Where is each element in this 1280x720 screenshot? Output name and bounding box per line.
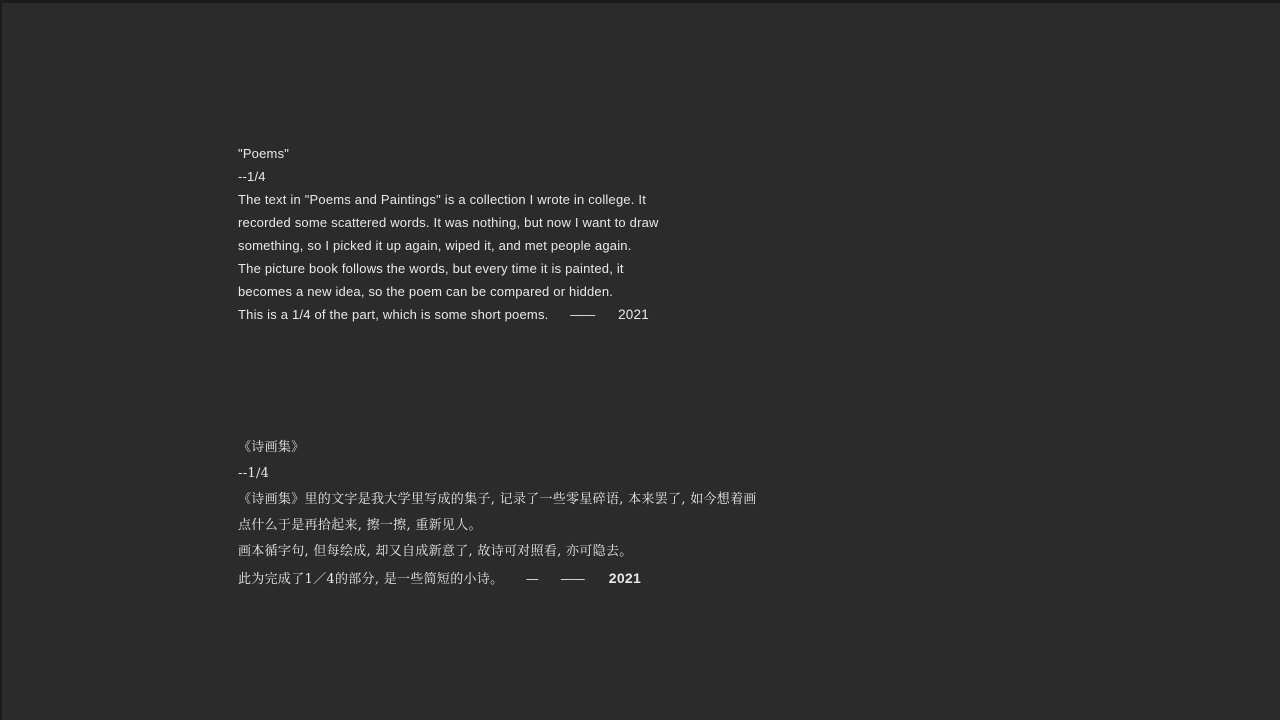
english-em-dash: —— [570, 307, 595, 322]
english-body-line: The text in "Poems and Paintings" is a collection I wrote in college. It [238, 192, 647, 207]
chinese-em-dash-long: —— [560, 572, 585, 587]
chinese-title: 《诗画集》 [238, 440, 305, 455]
english-intro-block [238, 142, 659, 326]
chinese-intro-block [238, 435, 757, 593]
top-edge-line [0, 0, 1280, 3]
left-edge-line [0, 0, 2, 720]
chinese-closing-line [238, 565, 757, 593]
chinese-body-line: 《诗画集》里的文字是我大学里写成的集子, 记录了一些零星碎语, 本来罢了, 如今想着画 [238, 492, 757, 507]
english-body-line: becomes a new idea, so the poem can be compared or hidden. [238, 284, 614, 299]
chinese-part-label: --1/4 [238, 466, 270, 481]
english-title: "Poems" [238, 146, 290, 161]
english-closing-text: This is a 1/4 of the part, which is some short poems. [238, 307, 549, 322]
chinese-closing-text: 此为完成了1／4的部分, 是一些简短的小诗。 [238, 572, 504, 587]
chinese-body-line: 点什么于是再拾起来, 擦一擦, 重新见人。 [238, 518, 482, 533]
chinese-em-dash-short: — [525, 572, 538, 587]
english-part-label: --1/4 [238, 169, 266, 184]
english-body-line: something, so I picked it up again, wiped it, and met people again. [238, 238, 632, 253]
english-year: 2021 [618, 307, 649, 322]
english-closing-line [238, 303, 659, 326]
english-body-line: The picture book follows the words, but every time it is painted, it [238, 261, 624, 276]
english-body-line: recorded some scattered words. It was nothing, but now I want to draw [238, 215, 659, 230]
chinese-year: 2021 [608, 570, 642, 586]
chinese-body-line: 画本循字句, 但每绘成, 却又自成新意了, 故诗可对照看, 亦可隐去。 [238, 544, 633, 559]
